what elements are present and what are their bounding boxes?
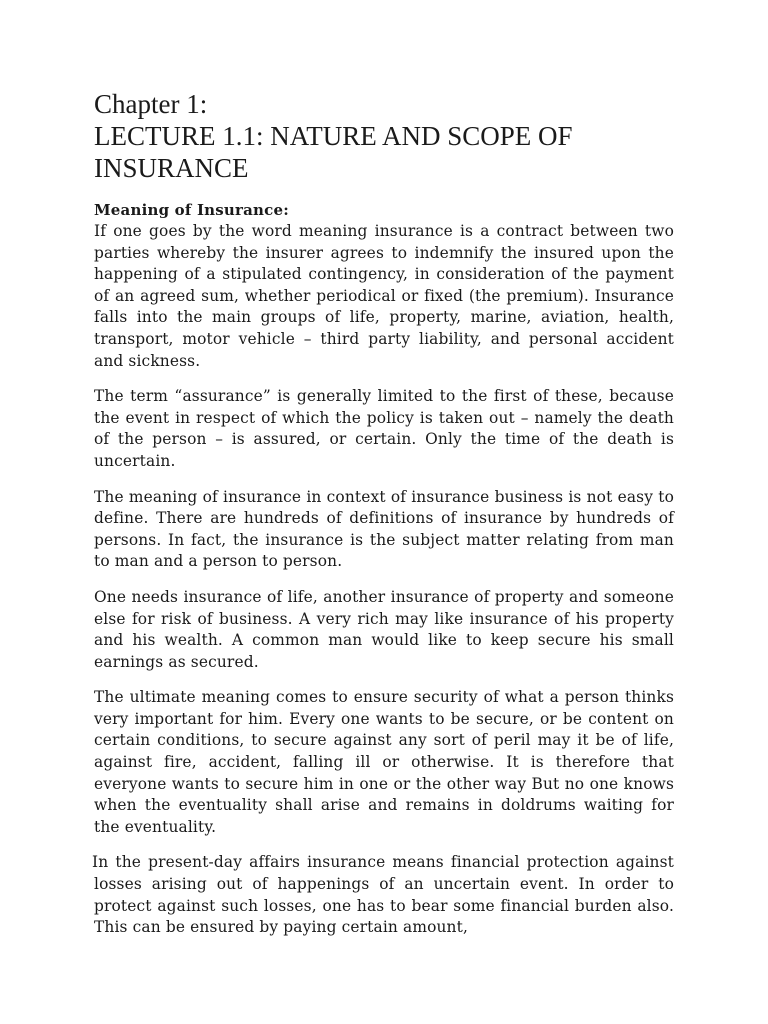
paragraph-4: One needs insurance of life, another insurance of property and someone else for risk of business. A very rich may like insurance of his property and his wealth. A common man would like to keep secure his small earnings as secured. [94,587,674,671]
paragraph-6: In the present-day affairs insurance means financial protection against losses arising out of happenings of an uncertain event. In order to protect against such losses, one has to bear some financial burden also. This can be ensured by paying certain amount, [92,853,674,937]
section-heading: Meaning of Insurance: [94,201,289,219]
paragraph-2: The term “assurance” is generally limited to the first of these, because the event in respect of which the policy is taken out – namely the death of the person – is assured, or certain. Only the time of the death is uncertain. [94,387,674,470]
lecture-title-line-2: INSURANCE [94,153,249,183]
chapter-label: Chapter 1: [94,89,208,119]
document-page [94,88,674,953]
lecture-title-line-1: LECTURE 1.1: NATURE AND SCOPE OF [94,121,573,151]
paragraph-5: The ultimate meaning comes to ensure security of what a person thinks very important for him. Every one wants to be secure, or be content on certain conditions, to secure against any sort of peril may it be of life, against fire, accident, falling ill or otherwise. It is therefore that everyone wants to secure him in one or the other way But no one knows when the eventuality shall arise and remains in doldrums waiting for the eventuality. [94,688,674,836]
title-block [94,88,674,184]
paragraph-1: If one goes by the word meaning insurance is a contract between two parties whereby the insurer agrees to indemnify the insured upon the happening of a stipulated contingency, in consideration of the payment of an agreed sum, whether periodical or fixed (the premium). Insurance falls into the main groups of life, property, marine, aviation, health, transport, motor vehicle – third party liability, and personal accident and sickness. [94,222,674,370]
paragraph-3: The meaning of insurance in context of insurance business is not easy to define. There are hundreds of definitions of insurance by hundreds of persons. In fact, the insurance is the subject matter relating from man to man and a person to person. [94,487,674,571]
